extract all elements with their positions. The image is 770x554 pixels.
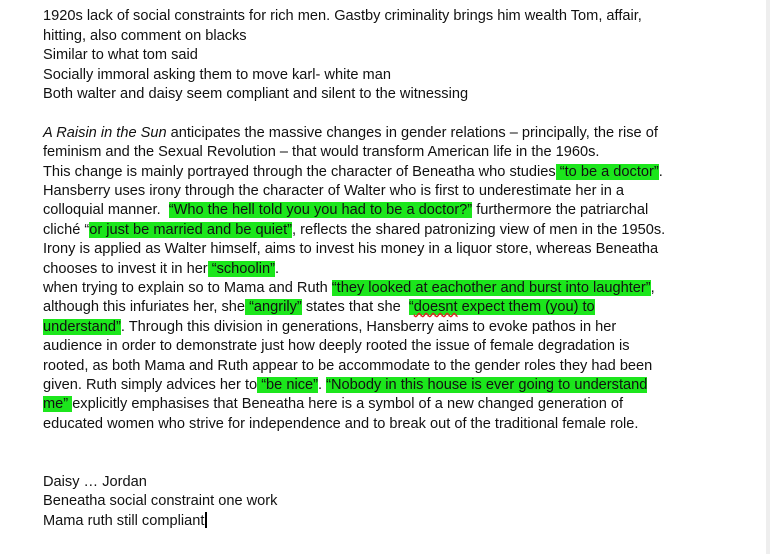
essay-line — [43, 163, 663, 182]
text-run: Hansberry uses irony through the character of Walter who is first to underestimate her in a — [43, 183, 625, 199]
text-run: audience in order to demonstrate just how deeply rooted the issue of female degradation is — [43, 338, 630, 354]
highlighted-quote: “schoolin” — [207, 261, 275, 277]
essay-line — [43, 337, 630, 356]
text-run: . Through this division in generations, Hansberry aims to evoke pathos in her — [120, 319, 617, 335]
text-run: This change is mainly portrayed through the character of Beneatha who studies — [43, 164, 556, 180]
text-run: Both walter and daisy seem compliant and silent to the witnessing — [43, 86, 469, 102]
essay-line — [43, 357, 652, 376]
text-run: feminism and the Sexual Revolution – that would transform American life in the 1960s. — [43, 144, 600, 160]
highlighted-quote — [409, 299, 595, 315]
essay-line — [43, 143, 599, 162]
note-line — [43, 46, 198, 65]
highlighted-quote: “angrily” — [245, 299, 302, 315]
text-run: rooted, as both Mama and Ruth appear to be accommodate to the gender roles they had been — [43, 358, 653, 374]
note-line — [43, 27, 247, 46]
text-run: , — [650, 280, 655, 296]
highlighted-quote: “to be a doctor” — [555, 164, 659, 180]
text-run: “ — [408, 299, 414, 315]
essay-line — [43, 298, 595, 317]
note-line — [43, 492, 277, 511]
text-run: educated women who strive for independence and to break out of the traditional female role. — [43, 416, 639, 432]
essay-line — [43, 395, 623, 414]
text-cursor — [205, 512, 207, 528]
text-run: Socially immoral asking them to move karl- white man — [43, 67, 391, 83]
essay-line — [43, 221, 665, 240]
text-run: anticipates the massive changes in gender relations – principally, the rise of — [166, 125, 658, 141]
text-run: . — [317, 377, 327, 393]
note-line — [43, 512, 207, 531]
text-run: Beneatha social constraint one work — [43, 493, 278, 509]
note-line — [43, 66, 391, 85]
note-line — [43, 85, 468, 104]
text-run: explicitly emphasises that Beneatha here is a symbol of a new changed generation of — [72, 396, 624, 412]
play-title: A Raisin in the Sun — [43, 125, 167, 141]
text-run: states that she — [301, 299, 409, 315]
text-run: , reflects the shared patronizing view of men in the 1950s. — [292, 222, 666, 238]
text-run: . — [275, 261, 280, 277]
essay-line — [43, 201, 648, 220]
text-run: given. Ruth simply advices her to — [43, 377, 258, 393]
text-run: when trying to explain so to Mama and Ruth — [43, 280, 332, 296]
text-run: hitting, also comment on blacks — [43, 28, 247, 44]
highlighted-quote: “they looked at eachother and burst into laughter” — [331, 280, 651, 296]
text-run: Similar to what tom said — [43, 47, 198, 63]
highlighted-quote: “Who the hell told you you had to be a doctor?” — [168, 202, 473, 218]
essay-line — [43, 260, 279, 279]
note-line — [43, 7, 642, 26]
text-run: chooses to invest it in her — [43, 261, 208, 277]
highlighted-quote: me” — [43, 396, 73, 412]
text-run: cliché “ — [43, 222, 90, 238]
text-run: . — [658, 164, 663, 180]
essay-line — [43, 279, 655, 298]
highlighted-quote: or just be married and be quiet” — [89, 222, 293, 238]
page-edge — [766, 0, 770, 554]
text-run: Daisy … Jordan — [43, 474, 147, 490]
essay-line — [43, 124, 658, 143]
highlighted-quote: “be nice” — [257, 377, 318, 393]
essay-line — [43, 318, 616, 337]
text-run: although this infuriates her, she — [43, 299, 246, 315]
essay-line — [43, 376, 647, 395]
text-run: furthermore the patriarchal — [472, 202, 649, 218]
text-run: Irony is applied as Walter himself, aims to invest his money in a liquor store, whereas Beneatha — [43, 241, 659, 257]
text-run: expect them (you) to — [457, 299, 595, 315]
essay-line — [43, 415, 638, 434]
essay-line — [43, 240, 658, 259]
essay-line — [43, 182, 624, 201]
text-run: 1920s lack of social constraints for rich men. Gastby criminality brings him wealth Tom, affair, — [43, 8, 642, 24]
note-line — [43, 473, 147, 492]
misspelled-word[interactable]: doesnt — [413, 299, 458, 315]
highlighted-quote: “Nobody in this house is ever going to understand — [326, 377, 648, 393]
highlighted-quote: understand” — [43, 319, 121, 335]
text-run: Mama ruth still compliant — [43, 513, 205, 529]
text-run: colloquial manner. — [43, 202, 169, 218]
